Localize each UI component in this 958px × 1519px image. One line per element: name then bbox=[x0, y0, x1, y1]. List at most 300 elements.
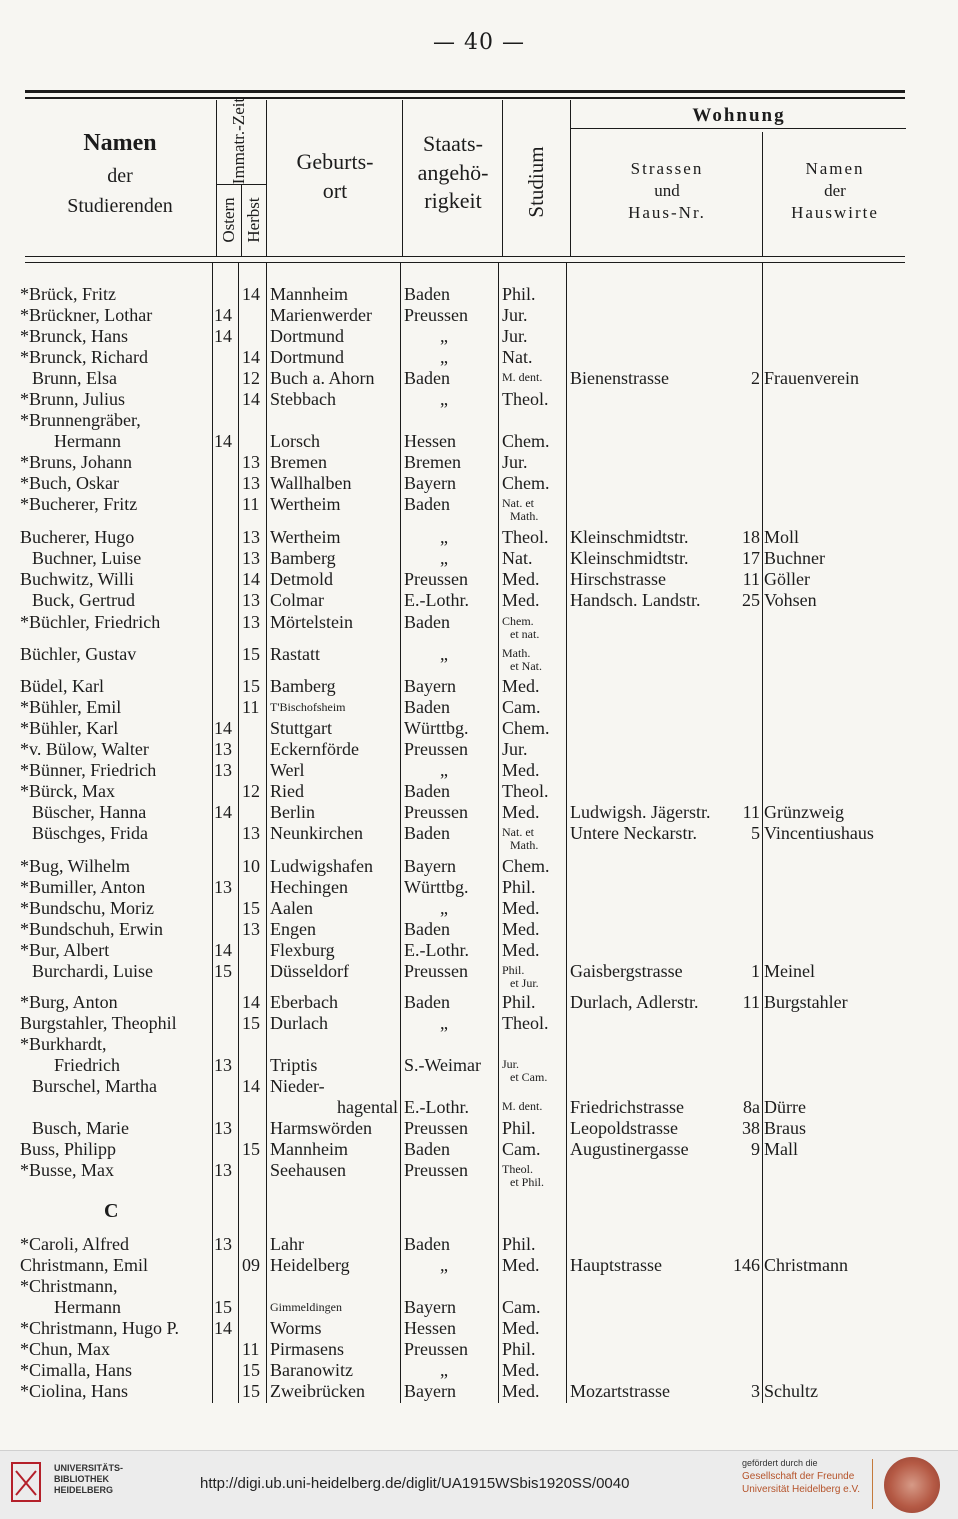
field-of-study: Theol. bbox=[502, 527, 549, 547]
student-name: *Bünner, Friedrich bbox=[20, 760, 157, 780]
nationality: Baden bbox=[404, 1139, 450, 1159]
birthplace: hagental bbox=[337, 1097, 398, 1117]
birthplace: Düsseldorf bbox=[270, 961, 349, 981]
student-name: *Büchler, Friedrich bbox=[20, 612, 161, 632]
student-name: *Brunn, Julius bbox=[20, 389, 126, 409]
table-row bbox=[0, 527, 958, 548]
field-of-study-cont: et Nat. bbox=[510, 659, 542, 673]
student-name: *Bürck, Max bbox=[20, 781, 115, 801]
table-row bbox=[0, 1097, 958, 1118]
library-name-line: BIBLIOTHEK bbox=[54, 1474, 109, 1484]
birthplace: Berlin bbox=[270, 802, 315, 822]
landlord: Schultz bbox=[764, 1381, 818, 1401]
street: Ludwigsh. Jägerstr. bbox=[570, 802, 711, 822]
student-name: Buss, Philipp bbox=[20, 1139, 117, 1159]
header-name-3: Studierenden bbox=[67, 195, 173, 218]
nationality: Preussen bbox=[404, 1339, 468, 1359]
nationality: „ bbox=[440, 548, 448, 568]
field-of-study: Med. bbox=[502, 919, 540, 939]
field-of-study-cont: et Jur. bbox=[510, 976, 539, 990]
immatr-herbst: 14 bbox=[242, 992, 260, 1012]
immatr-herbst: 13 bbox=[242, 919, 260, 939]
immatr-herbst: 15 bbox=[242, 1013, 260, 1033]
house-number: 9 bbox=[751, 1139, 760, 1159]
birthplace: Mannheim bbox=[270, 1139, 348, 1159]
student-name: *Bruns, Johann bbox=[20, 452, 132, 472]
immatr-herbst: 13 bbox=[242, 473, 260, 493]
immatr-herbst: 09 bbox=[242, 1255, 260, 1275]
field-of-study: Jur. bbox=[502, 326, 528, 346]
student-name: *Bur, Albert bbox=[20, 940, 110, 960]
header-strassen bbox=[572, 158, 762, 224]
house-number: 38 bbox=[742, 1118, 760, 1138]
student-name: Christmann, Emil bbox=[20, 1255, 148, 1275]
landlord: Burgstahler bbox=[764, 992, 848, 1012]
field-of-study: Jur. bbox=[502, 739, 528, 759]
field-of-study: Phil. bbox=[502, 1234, 536, 1254]
birthplace: Rastatt bbox=[270, 644, 320, 664]
header-name-2: der bbox=[107, 165, 133, 188]
field-of-study: Med. bbox=[502, 1381, 540, 1401]
birthplace: Engen bbox=[270, 919, 316, 939]
table-row bbox=[0, 347, 958, 368]
student-name: Büchler, Gustav bbox=[20, 644, 137, 664]
field-of-study: Cam. bbox=[502, 1139, 541, 1159]
field-of-study-cont: Math. bbox=[510, 838, 539, 852]
birthplace: Dortmund bbox=[270, 326, 344, 346]
immatr-herbst: 13 bbox=[242, 590, 260, 610]
immatr-ostern: 13 bbox=[214, 1118, 232, 1138]
table-row bbox=[0, 410, 958, 431]
table-row bbox=[0, 1013, 958, 1034]
immatr-herbst: 15 bbox=[242, 1360, 260, 1380]
immatr-ostern: 13 bbox=[214, 1055, 232, 1075]
birthplace: Neunkirchen bbox=[270, 823, 363, 843]
nationality: Baden bbox=[404, 697, 450, 717]
student-name: *Burkhardt, bbox=[20, 1034, 107, 1054]
table-row bbox=[0, 1118, 958, 1139]
birthplace: Buch a. Ahorn bbox=[270, 368, 375, 388]
source-url-link[interactable]: http://digi.ub.uni-heidelberg.de/diglit/UA1915WSbis1920SS/0040 bbox=[200, 1475, 630, 1492]
nationality: Preussen bbox=[404, 1118, 468, 1138]
header-name bbox=[30, 128, 210, 219]
header-ostern: Ostern bbox=[219, 197, 238, 243]
student-name: *Buch, Oskar bbox=[20, 473, 119, 493]
field-of-study: Med. bbox=[502, 590, 540, 610]
nationality: Bayern bbox=[404, 1381, 456, 1401]
table-row bbox=[0, 781, 958, 802]
header-strassen-1: Strassen bbox=[630, 159, 704, 178]
library-name-line: UNIVERSITÄTS- bbox=[54, 1463, 124, 1473]
nationality: E.-Lothr. bbox=[404, 1097, 469, 1117]
immatr-herbst: 10 bbox=[242, 856, 260, 876]
field-of-study: Math. bbox=[502, 646, 531, 660]
nationality: Baden bbox=[404, 992, 450, 1012]
birthplace: Hechingen bbox=[270, 877, 348, 897]
table-row bbox=[0, 898, 958, 919]
header-staats-2: angehö- bbox=[417, 159, 489, 185]
nationality: Württbg. bbox=[404, 877, 469, 897]
immatr-herbst: 15 bbox=[242, 676, 260, 696]
student-name: *Brunnengräber, bbox=[20, 410, 141, 430]
field-of-study: Chem. bbox=[502, 431, 550, 451]
birthplace: Marienwerder bbox=[270, 305, 372, 325]
house-number: 5 bbox=[751, 823, 760, 843]
immatr-herbst: 15 bbox=[242, 1381, 260, 1401]
nationality: Bayern bbox=[404, 676, 456, 696]
table-row bbox=[0, 1139, 958, 1160]
header-hauswirte-3: Hauswirte bbox=[791, 203, 879, 223]
nationality: „ bbox=[440, 644, 448, 664]
field-of-study: Chem. bbox=[502, 718, 550, 738]
landlord: Grünzweig bbox=[764, 802, 844, 822]
header-hauswirte-2: der bbox=[824, 181, 846, 201]
student-name: *Bühler, Emil bbox=[20, 697, 122, 717]
header-staats-1: Staats- bbox=[423, 131, 483, 156]
birthplace: Zweibrücken bbox=[270, 1381, 365, 1401]
birthplace: Harmswörden bbox=[270, 1118, 372, 1138]
col-line bbox=[266, 100, 267, 256]
section-letter: C bbox=[104, 1200, 119, 1222]
university-seal-icon bbox=[884, 1457, 940, 1513]
table-row bbox=[0, 1234, 958, 1255]
library-name bbox=[54, 1463, 123, 1496]
table-row bbox=[0, 877, 958, 898]
header-hauswirte bbox=[764, 158, 906, 224]
immatr-herbst: 11 bbox=[242, 697, 260, 717]
immatr-herbst: 14 bbox=[242, 284, 260, 304]
field-of-study: Theol. bbox=[502, 389, 549, 409]
student-name: Burschel, Martha bbox=[32, 1076, 157, 1096]
field-of-study: Med. bbox=[502, 569, 540, 589]
birthplace: Gimmeldingen bbox=[270, 1300, 342, 1314]
immatr-ostern: 14 bbox=[214, 802, 232, 822]
street: Kleinschmidtstr. bbox=[570, 527, 689, 547]
immatr-ostern: 14 bbox=[214, 718, 232, 738]
house-number: 11 bbox=[742, 569, 760, 589]
nationality: „ bbox=[440, 760, 448, 780]
birthplace: Bamberg bbox=[270, 548, 336, 568]
sponsor-divider bbox=[872, 1459, 873, 1509]
library-name-line: HEIDELBERG bbox=[54, 1485, 114, 1495]
student-name: *Brück, Fritz bbox=[20, 284, 116, 304]
student-name: *Busse, Max bbox=[20, 1160, 114, 1180]
nationality: „ bbox=[440, 898, 448, 918]
field-of-study: Theol. bbox=[502, 781, 549, 801]
student-name: *Burg, Anton bbox=[20, 992, 118, 1012]
field-of-study: Nat. bbox=[502, 548, 533, 568]
table-row bbox=[0, 644, 958, 673]
street: Handsch. Landstr. bbox=[570, 590, 701, 610]
student-name: Hermann bbox=[54, 1297, 121, 1317]
table-row bbox=[0, 1381, 958, 1402]
student-name: *v. Bülow, Walter bbox=[20, 739, 149, 759]
immatr-ostern: 14 bbox=[214, 1318, 232, 1338]
birthplace: Lorsch bbox=[270, 431, 320, 451]
immatr-ostern: 14 bbox=[214, 326, 232, 346]
student-name: Hermann bbox=[54, 431, 121, 451]
student-name: Busch, Marie bbox=[32, 1118, 129, 1138]
col-line bbox=[762, 132, 763, 256]
landlord: Vohsen bbox=[764, 590, 817, 610]
footer-bar bbox=[0, 1450, 958, 1519]
table-row bbox=[0, 284, 958, 305]
immatr-ostern: 13 bbox=[214, 760, 232, 780]
birthplace: Triptis bbox=[270, 1055, 318, 1075]
student-name: Burgstahler, Theophil bbox=[20, 1013, 177, 1033]
field-of-study: Chem. bbox=[502, 856, 550, 876]
birthplace: Wallhalben bbox=[270, 473, 352, 493]
landlord: Meinel bbox=[764, 961, 815, 981]
immatr-ostern: 13 bbox=[214, 1160, 232, 1180]
table-row bbox=[0, 1055, 958, 1084]
immatr-ostern: 13 bbox=[214, 877, 232, 897]
birthplace: Wertheim bbox=[270, 494, 341, 514]
landlord: Dürre bbox=[764, 1097, 806, 1117]
table-row bbox=[0, 569, 958, 590]
house-number: 18 bbox=[742, 527, 760, 547]
field-of-study-cont: et nat. bbox=[510, 627, 540, 641]
nationality: Baden bbox=[404, 612, 450, 632]
header-geburtsort-2: ort bbox=[322, 177, 348, 203]
nationality: Württbg. bbox=[404, 718, 469, 738]
nationality: Preussen bbox=[404, 569, 468, 589]
field-of-study: Med. bbox=[502, 898, 540, 918]
header-name-1: Namen bbox=[83, 130, 157, 156]
field-of-study: Med. bbox=[502, 1255, 540, 1275]
immatr-herbst: 13 bbox=[242, 527, 260, 547]
table-row bbox=[0, 1318, 958, 1339]
nationality: Preussen bbox=[404, 1160, 468, 1180]
immatr-herbst: 14 bbox=[242, 569, 260, 589]
immatr-herbst: 14 bbox=[242, 1076, 260, 1096]
student-name: Bucherer, Hugo bbox=[20, 527, 135, 547]
header-staatsangehoerigkeit bbox=[404, 130, 502, 216]
header-immatr-zeit: Immatr.-Zeit bbox=[229, 97, 248, 185]
field-of-study-cont: Math. bbox=[510, 509, 539, 523]
street: Hauptstrasse bbox=[570, 1255, 662, 1275]
birthplace: Bamberg bbox=[270, 676, 336, 696]
street: Leopoldstrasse bbox=[570, 1118, 678, 1138]
table-row bbox=[0, 1255, 958, 1276]
student-name: Büdel, Karl bbox=[20, 676, 104, 696]
street: Friedrichstrasse bbox=[570, 1097, 684, 1117]
street: Durlach, Adlerstr. bbox=[570, 992, 699, 1012]
landlord: Frauenverein bbox=[764, 368, 859, 388]
nationality: Baden bbox=[404, 919, 450, 939]
table-row bbox=[0, 389, 958, 410]
field-of-study: Nat. bbox=[502, 347, 533, 367]
nationality: „ bbox=[440, 1255, 448, 1275]
street: Augustinergasse bbox=[570, 1139, 689, 1159]
header-geburtsort-1: Geburts- bbox=[296, 149, 374, 174]
nationality: Bremen bbox=[404, 452, 461, 472]
landlord: Braus bbox=[764, 1118, 806, 1138]
nationality: Baden bbox=[404, 781, 450, 801]
table-row bbox=[0, 856, 958, 877]
field-of-study: Cam. bbox=[502, 697, 541, 717]
house-number: 8a bbox=[743, 1097, 760, 1117]
immatr-ostern: 15 bbox=[214, 961, 232, 981]
nationality: „ bbox=[440, 527, 448, 547]
table-row bbox=[0, 992, 958, 1013]
immatr-herbst: 11 bbox=[242, 494, 260, 514]
nationality: Baden bbox=[404, 494, 450, 514]
immatr-herbst: 14 bbox=[242, 389, 260, 409]
library-logo-icon bbox=[10, 1459, 46, 1505]
immatr-herbst: 15 bbox=[242, 898, 260, 918]
birthplace: Flexburg bbox=[270, 940, 335, 960]
student-name: Friedrich bbox=[54, 1055, 120, 1075]
street: Mozartstrasse bbox=[570, 1381, 670, 1401]
birthplace: Stebbach bbox=[270, 389, 336, 409]
header-strassen-3: Haus-Nr. bbox=[628, 203, 706, 223]
nationality: Preussen bbox=[404, 961, 468, 981]
student-name: Buchner, Luise bbox=[32, 548, 142, 568]
field-of-study: Med. bbox=[502, 1318, 540, 1338]
birthplace: Ried bbox=[270, 781, 304, 801]
nationality: „ bbox=[440, 1013, 448, 1033]
birthplace: Ludwigshafen bbox=[270, 856, 373, 876]
student-name: *Ciolina, Hans bbox=[20, 1381, 128, 1401]
student-name: *Cimalla, Hans bbox=[20, 1360, 132, 1380]
table-row bbox=[0, 431, 958, 452]
table-row bbox=[0, 1034, 958, 1055]
field-of-study: Phil. bbox=[502, 284, 536, 304]
table-row bbox=[0, 1297, 958, 1318]
nationality: Hessen bbox=[404, 431, 456, 451]
birthplace: Lahr bbox=[270, 1234, 304, 1254]
student-name: *Brückner, Lothar bbox=[20, 305, 153, 325]
header-rule-2 bbox=[25, 262, 905, 263]
table-row bbox=[0, 1276, 958, 1297]
landlord: Christmann bbox=[764, 1255, 848, 1275]
birthplace: Stuttgart bbox=[270, 718, 332, 738]
field-of-study: M. dent. bbox=[502, 370, 543, 384]
table-row bbox=[0, 1339, 958, 1360]
table-row bbox=[0, 305, 958, 326]
field-of-study: Phil. bbox=[502, 1339, 536, 1359]
birthplace: T'Bischofsheim bbox=[270, 700, 346, 714]
student-name: *Brunck, Hans bbox=[20, 326, 128, 346]
birthplace: Werl bbox=[270, 760, 305, 780]
immatr-herbst: 12 bbox=[242, 781, 260, 801]
birthplace: Durlach bbox=[270, 1013, 328, 1033]
birthplace: Detmold bbox=[270, 569, 333, 589]
table-row bbox=[0, 919, 958, 940]
col-line bbox=[570, 100, 571, 256]
nationality: S.-Weimar bbox=[404, 1055, 482, 1075]
student-name: *Bundschu, Moriz bbox=[20, 898, 154, 918]
house-number: 1 bbox=[751, 961, 760, 981]
field-of-study: Phil. bbox=[502, 992, 536, 1012]
nationality: Hessen bbox=[404, 1318, 456, 1338]
field-of-study: Nat. et bbox=[502, 825, 534, 839]
landlord: Vincentiushaus bbox=[764, 823, 874, 843]
student-name: *Christmann, bbox=[20, 1276, 118, 1296]
table-row bbox=[0, 1076, 958, 1097]
student-name: Büschges, Frida bbox=[32, 823, 148, 843]
table-row bbox=[0, 548, 958, 569]
field-of-study: Phil. bbox=[502, 877, 536, 897]
field-of-study: Chem. bbox=[502, 614, 534, 628]
student-name: *Chun, Max bbox=[20, 1339, 110, 1359]
immatr-herbst: 13 bbox=[242, 823, 260, 843]
nationality: Preussen bbox=[404, 305, 468, 325]
house-number: 3 bbox=[751, 1381, 760, 1401]
col-line bbox=[402, 100, 403, 256]
nationality: E.-Lothr. bbox=[404, 590, 469, 610]
birthplace: Bremen bbox=[270, 452, 327, 472]
nationality: E.-Lothr. bbox=[404, 940, 469, 960]
immatr-herbst: 14 bbox=[242, 347, 260, 367]
sponsor-name-2: Universität Heidelberg e.V. bbox=[742, 1484, 861, 1495]
immatr-ostern: 14 bbox=[214, 305, 232, 325]
nationality: Bayern bbox=[404, 1297, 456, 1317]
table-row bbox=[0, 1160, 958, 1189]
header-rule bbox=[25, 256, 905, 257]
street: Bienenstrasse bbox=[570, 368, 669, 388]
student-name: *Caroli, Alfred bbox=[20, 1234, 129, 1254]
sponsor-text bbox=[742, 1457, 860, 1496]
table-row bbox=[0, 961, 958, 990]
immatr-herbst: 15 bbox=[242, 644, 260, 664]
student-name: *Bumiller, Anton bbox=[20, 877, 146, 897]
header-wohnung: Wohnung bbox=[692, 105, 786, 126]
table-row bbox=[0, 718, 958, 739]
nationality: Baden bbox=[404, 823, 450, 843]
nationality: Bayern bbox=[404, 856, 456, 876]
immatr-ostern: 15 bbox=[214, 1297, 232, 1317]
birthplace: Worms bbox=[270, 1318, 322, 1338]
col-line bbox=[502, 100, 503, 256]
field-of-study-cont: et Cam. bbox=[510, 1070, 548, 1084]
nationality: Preussen bbox=[404, 739, 468, 759]
student-name: Buck, Gertrud bbox=[32, 590, 135, 610]
col-line bbox=[216, 100, 217, 256]
table-row bbox=[0, 326, 958, 347]
field-of-study: Med. bbox=[502, 676, 540, 696]
landlord: Göller bbox=[764, 569, 810, 589]
immatr-herbst: 13 bbox=[242, 548, 260, 568]
house-number: 25 bbox=[742, 590, 760, 610]
immatr-herbst: 13 bbox=[242, 612, 260, 632]
field-of-study: Chem. bbox=[502, 473, 550, 493]
header-studium: Studium bbox=[524, 146, 548, 218]
student-name: *Christmann, Hugo P. bbox=[20, 1318, 180, 1338]
table-row bbox=[0, 452, 958, 473]
field-of-study: Med. bbox=[502, 760, 540, 780]
student-name: Büscher, Hanna bbox=[32, 802, 147, 822]
field-of-study: Theol. bbox=[502, 1162, 533, 1176]
field-of-study-cont: et Phil. bbox=[510, 1175, 545, 1189]
birthplace: Eckernförde bbox=[270, 739, 359, 759]
student-name: *Bundschuh, Erwin bbox=[20, 919, 163, 939]
table-row bbox=[0, 802, 958, 823]
nationality: Bayern bbox=[404, 473, 456, 493]
student-name: *Bucherer, Fritz bbox=[20, 494, 138, 514]
field-of-study: Med. bbox=[502, 802, 540, 822]
birthplace: Eberbach bbox=[270, 992, 338, 1012]
birthplace: Mannheim bbox=[270, 284, 348, 304]
header-hauswirte-1: Namen bbox=[805, 159, 865, 178]
field-of-study: Jur. bbox=[502, 305, 528, 325]
birthplace: Dortmund bbox=[270, 347, 344, 367]
immatr-ostern: 13 bbox=[214, 739, 232, 759]
house-number: 146 bbox=[733, 1255, 760, 1275]
birthplace: Pirmasens bbox=[270, 1339, 344, 1359]
birthplace: Baranowitz bbox=[270, 1360, 353, 1380]
